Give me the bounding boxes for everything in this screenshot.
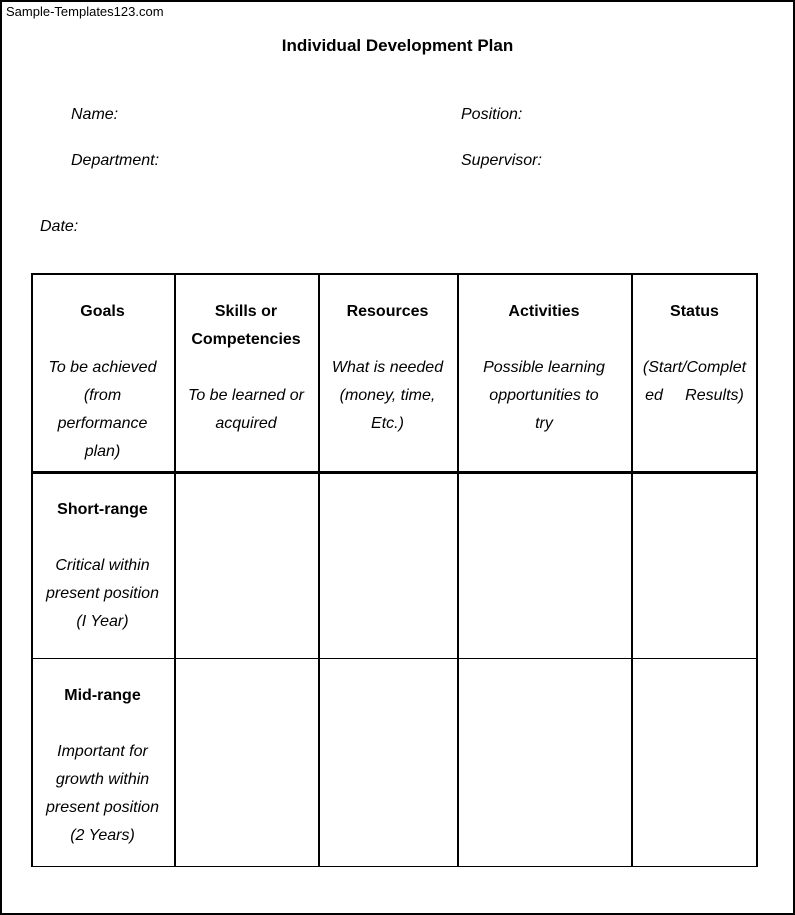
header-goals: [33, 298, 172, 466]
header-resources: [320, 298, 455, 438]
header-activities-description: opportunities to: [489, 387, 599, 404]
header-goals-description: To be achieved: [48, 359, 157, 376]
table-border-side: [756, 273, 758, 867]
row-short-range-spacer: [33, 524, 172, 552]
header-skills-description: acquired: [215, 415, 277, 432]
header-skills: [176, 298, 316, 438]
header-status: [633, 298, 756, 410]
row-mid-range-description: present position: [46, 799, 159, 816]
header-skills-description: To be learned or: [188, 387, 304, 404]
header-activities-description: try: [535, 415, 553, 432]
header-goals-description: performance: [57, 415, 148, 432]
header-activities-description: Possible learning: [483, 359, 605, 376]
table-row-divider: [31, 658, 758, 659]
development-plan-table: [31, 273, 758, 867]
row-mid-range: [33, 682, 172, 850]
header-resources-description: What is needed: [331, 359, 444, 376]
header-skills-spacer: [176, 354, 316, 382]
header-status-description: ed Results): [645, 387, 744, 404]
table-header-divider: [31, 471, 758, 474]
header-activities: [459, 298, 629, 438]
watermark: Sample-Templates123.com: [6, 4, 164, 19]
document-title: Individual Development Plan: [281, 36, 514, 55]
row-mid-range-description: growth within: [55, 771, 150, 788]
header-goals-title: Goals: [80, 303, 125, 320]
date-label: Date:: [40, 218, 79, 235]
row-mid-range-description: (2 Years): [70, 827, 135, 844]
header-resources-title: Resources: [346, 303, 429, 320]
row-short-range-title: Short-range: [57, 501, 148, 518]
supervisor-label: Supervisor:: [461, 152, 542, 169]
header-status-title: Status: [670, 303, 719, 320]
position-label: Position:: [461, 106, 523, 123]
header-resources-description: (money, time,: [339, 387, 436, 404]
row-short-range: [33, 496, 172, 636]
row-mid-range-spacer: [33, 710, 172, 738]
row-short-range-description: Critical within: [55, 557, 150, 574]
table-border-top: [31, 273, 758, 275]
header-goals-description: plan): [84, 443, 121, 460]
header-activities-spacer: [459, 326, 629, 354]
header-status-spacer: [633, 326, 756, 354]
row-short-range-description: present position: [46, 585, 159, 602]
header-skills-title: Competencies: [191, 331, 301, 348]
name-label: Name:: [71, 106, 119, 123]
table-border-bottom: [31, 866, 758, 867]
header-status-description: (Start/Complet: [642, 359, 747, 376]
department-label: Department:: [71, 152, 160, 169]
header-skills-title: Skills or: [214, 303, 278, 320]
header-activities-title: Activities: [508, 303, 580, 320]
header-resources-spacer: [320, 326, 455, 354]
header-goals-description: (from: [83, 387, 122, 404]
row-mid-range-description: Important for: [57, 743, 148, 760]
header-goals-spacer: [33, 326, 172, 354]
row-short-range-description: (I Year): [76, 613, 129, 630]
header-resources-description: Etc.): [371, 415, 404, 432]
row-mid-range-title: Mid-range: [64, 687, 141, 704]
